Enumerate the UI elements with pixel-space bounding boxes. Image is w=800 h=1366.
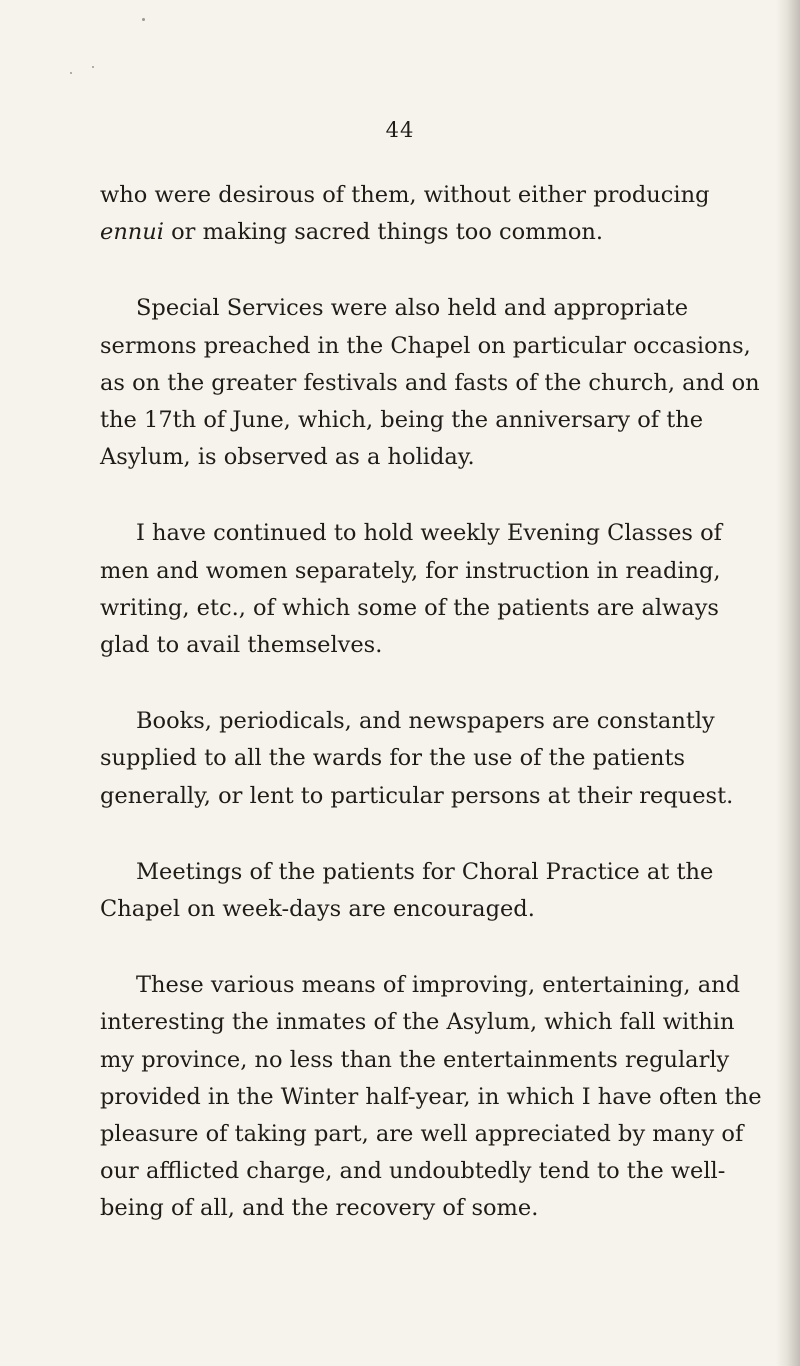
paragraph-choral-practice: Meetings of the patients for Choral Practice at the Chapel on week-days are encouraged. [100, 858, 714, 923]
paragraph-continuation [100, 177, 766, 251]
paper-speck [70, 72, 72, 74]
paragraph-evening-classes: I have continued to hold weekly Evening Classes of men and women separately, for instruction in reading, writing, etc., of which some of the patients are always glad to avail themselves. [100, 520, 722, 659]
paper-speck [92, 66, 94, 68]
page-number: 44 [385, 118, 415, 142]
paragraph-text: who were desirous of them, without either producing [100, 182, 710, 208]
paper-speck [142, 18, 145, 21]
paragraph-various-means: These various means of improving, entertaining, and interesting the inmates of the Asylum, which fall within my province, no less than the entertainments regularly provided in the Winter half-year, in which I have often the pleasure of taking part, are well appreciated by many of our afflicted charge, and undoubtedly tend to the well-being of all, and the recovery of some. [100, 972, 762, 1222]
paragraph-special-services: Special Services were also held and appropriate sermons preached in the Chapel on particular occasions, as on the greater festivals and fasts of the church, and on the 17th of June, which, being the anniversary of the Asylum, is observed as a holiday. [100, 295, 760, 471]
italic-word: ennui [100, 219, 164, 246]
paragraph-books: Books, periodicals, and newspapers are constantly supplied to all the wards for the use of the patients generally, or lent to particular persons at their request. [100, 708, 734, 809]
body-text [100, 177, 766, 1228]
paragraph-text: or making sacred things too common. [163, 219, 604, 246]
page-edge-shadow [776, 0, 800, 1366]
